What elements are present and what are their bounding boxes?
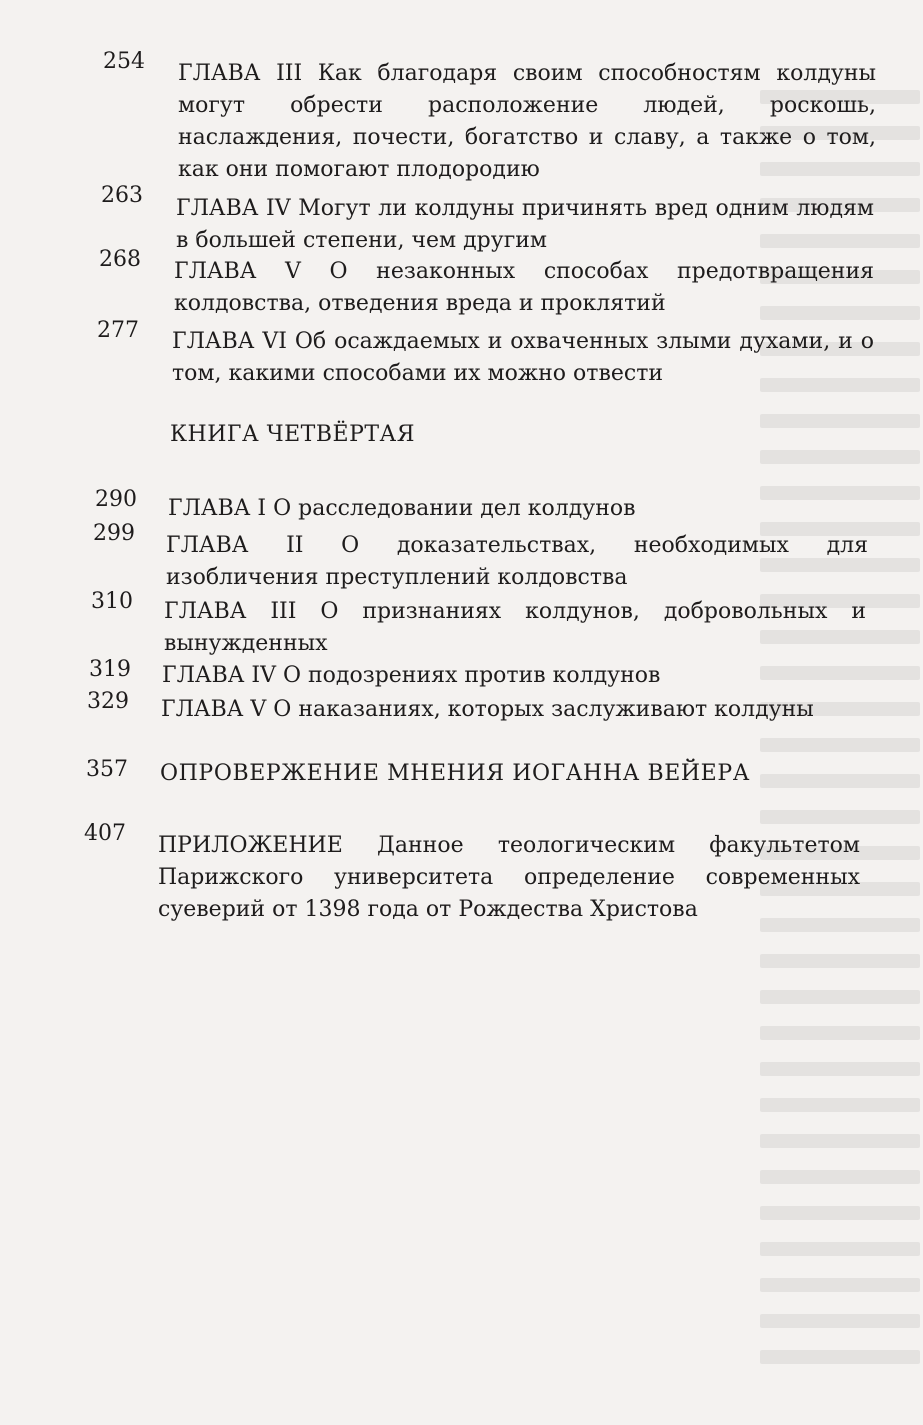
page-number: 263 <box>101 183 143 208</box>
page-number: 329 <box>87 689 129 714</box>
entry-text: ОПРОВЕРЖЕНИЕ МНЕНИЯ ИОГАННА ВЕЙЕРА <box>160 761 751 786</box>
section-heading: КНИГА ЧЕТВЁРТАЯ <box>170 422 415 447</box>
entry-text: ПРИЛОЖЕНИЕ Данное теологическим факультетом Парижского университета определение современных суеверий от 1398 года от Рождества Христова <box>158 833 860 922</box>
page-number: 310 <box>91 589 133 614</box>
entry-text: ГЛАВА IV Могут ли колдуны причинять вред одним людям в большей степени, чем другим <box>176 196 874 253</box>
entry-text: ГЛАВА III Как благодаря своим способностям колдуны могут обрести расположение людей, роскошь, наслаждения, почести, богатство и славу, а также о том, как они помогают плодородию <box>178 61 876 182</box>
page-number: 357 <box>86 757 128 782</box>
entry-text: ГЛАВА I О расследовании дел колдунов <box>168 496 636 521</box>
page-number: 319 <box>89 657 131 682</box>
entry-text: ГЛАВА V О незаконных способах предотвращения колдовства, отведения вреда и проклятий <box>174 259 874 316</box>
entry-text: ГЛАВА IV О подозрениях против колдунов <box>162 663 661 688</box>
page-number: 407 <box>84 821 126 846</box>
entry-text: ГЛАВА V О наказаниях, которых заслуживают колдуны <box>161 697 814 722</box>
page-number: 290 <box>95 487 137 512</box>
entry-text: ГЛАВА III О признаниях колдунов, добровольных и вынужденных <box>164 599 866 656</box>
entry-text: ГЛАВА VI Об осаждаемых и охваченных злыми духами, и о том, какими способами их можно отвести <box>172 329 874 386</box>
page-number: 268 <box>99 247 141 272</box>
page-number: 254 <box>103 49 145 74</box>
page-number: 277 <box>97 318 139 343</box>
page-number: 299 <box>93 521 135 546</box>
entry-text: ГЛАВА II О доказательствах, необходимых для изобличения преступлений колдовства <box>166 533 868 590</box>
